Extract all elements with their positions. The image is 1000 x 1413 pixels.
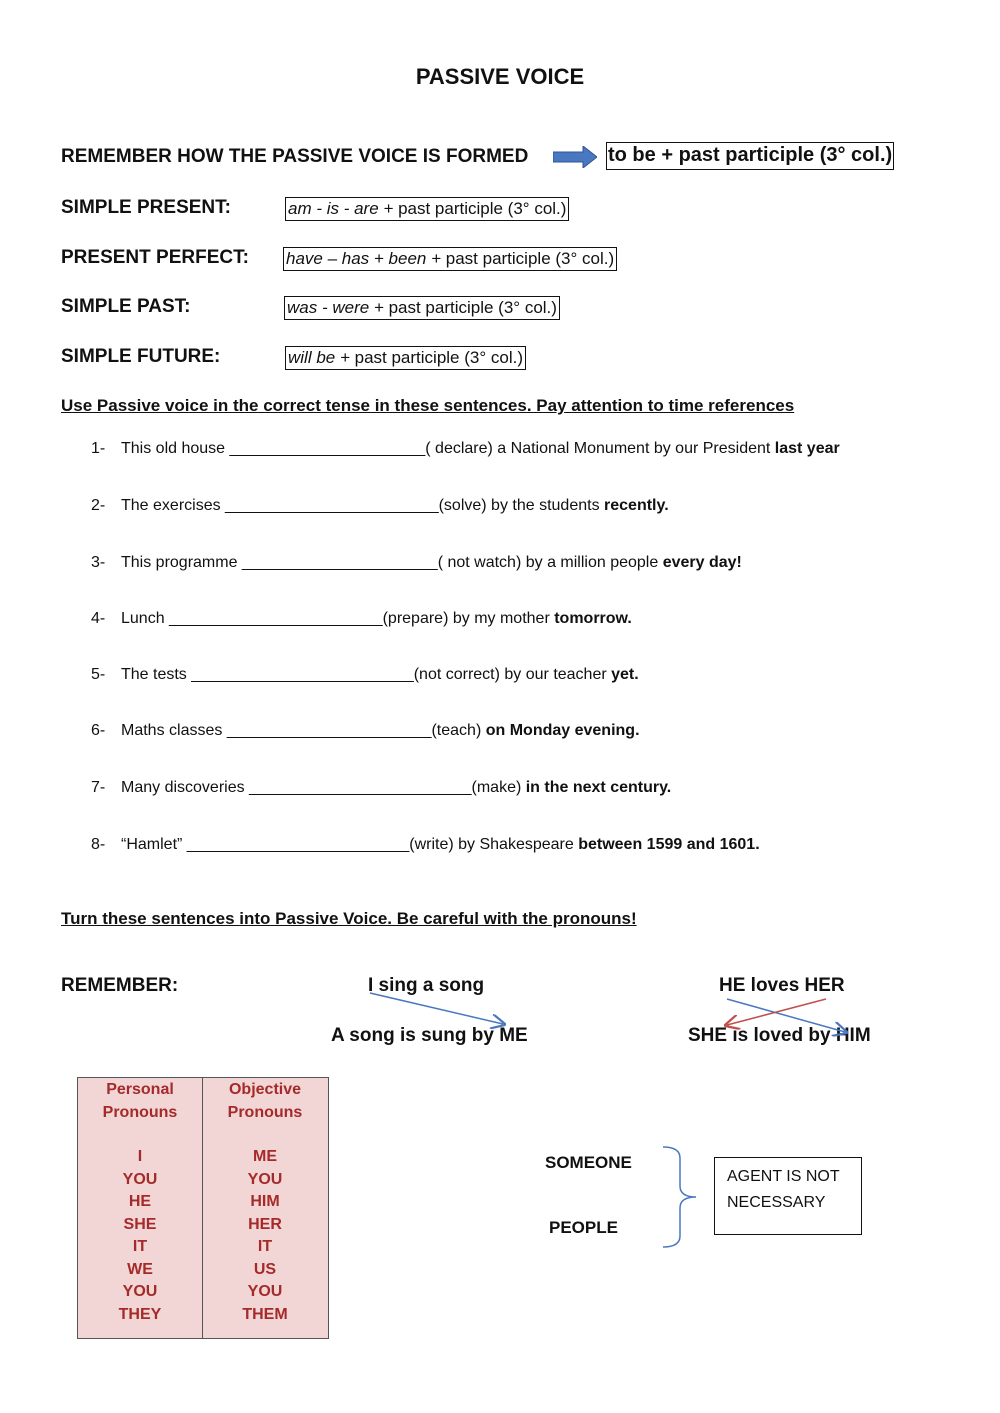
passive-formula-box: to be + past participle (3° col.) [606, 142, 894, 170]
pronoun-cell: IT [132, 1238, 148, 1255]
item-number: 1- [91, 440, 106, 457]
item-number: 7- [91, 779, 106, 796]
time-reference: on Monday evening. [485, 722, 640, 739]
item-text: This programme ______________________( not watch) by a million people [121, 554, 663, 571]
item-text: Many discoveries _________________________(make) [121, 779, 526, 796]
column-header: Objective [228, 1081, 302, 1098]
aux-text: am - is - are + [288, 199, 394, 218]
tense-label-present-perfect: PRESENT PERFECT: [61, 247, 249, 268]
item-text: The tests _________________________(not correct) by our teacher [121, 666, 612, 683]
pronoun-cell: HIM [250, 1193, 280, 1210]
item-text: Lunch ________________________(prepare) by my mother [121, 610, 555, 627]
active-example-1: I sing a song [368, 975, 485, 996]
column-header: Personal [106, 1081, 174, 1098]
exercise1-instruction: Use Passive voice in the correct tense in these sentences. Pay attention to time references [61, 396, 795, 415]
agent-note-box: AGENT IS NOT NECESSARY [714, 1157, 862, 1235]
aux-text: will be + [288, 348, 350, 367]
item-number: 4- [91, 610, 106, 627]
tense-label-simple-future: SIMPLE FUTURE: [61, 346, 221, 367]
time-reference: yet. [611, 666, 639, 683]
item-text: Maths classes _______________________(teach) [121, 722, 486, 739]
pronoun-table [77, 1077, 329, 1339]
aux-text: was - were + [287, 298, 384, 317]
time-reference: between 1599 and 1601. [578, 836, 760, 853]
exercise2-instruction: Turn these sentences into Passive Voice. Be careful with the pronouns! [61, 909, 637, 928]
active-example-2: HE loves HER [719, 975, 845, 996]
participle-text: past participle (3° col.) [349, 348, 523, 367]
item-number: 2- [91, 497, 106, 514]
pronoun-cell: WE [127, 1260, 153, 1278]
participle-text: past participle (3° col.) [393, 199, 567, 218]
example2-arrow-blue [727, 999, 845, 1032]
aux-text: have – has + been + [286, 249, 442, 268]
objective-pronouns-column [203, 1078, 327, 1326]
item-text: The exercises ________________________(solve) by the students [121, 497, 605, 514]
item-number: 5- [91, 666, 106, 683]
people-label: PEOPLE [549, 1218, 618, 1237]
pronoun-cell: HE [128, 1193, 152, 1210]
pronoun-cell: HER [248, 1215, 282, 1233]
agent-brace [663, 1147, 696, 1247]
remember-label: REMEMBER: [61, 975, 179, 996]
pronoun-cell: YOU [122, 1170, 158, 1188]
time-reference: tomorrow. [554, 610, 632, 627]
participle-text: past participle (3° col.) [441, 249, 615, 268]
time-reference: every day! [662, 554, 742, 571]
pronoun-cell: SHE [123, 1215, 157, 1233]
time-reference: last year [774, 440, 840, 457]
column-header: Pronouns [227, 1103, 303, 1121]
pronoun-cell: YOU [122, 1283, 158, 1300]
column-header: Pronouns [102, 1103, 178, 1121]
time-reference: recently. [604, 497, 669, 514]
example1-arrow [370, 993, 503, 1024]
someone-label: SOMEONE [545, 1153, 632, 1172]
page-title: PASSIVE VOICE [415, 64, 585, 89]
pronoun-cell: US [253, 1260, 277, 1278]
item-number: 6- [91, 722, 106, 739]
tense-label-simple-past: SIMPLE PAST: [61, 296, 191, 317]
pronoun-cell: ME [253, 1148, 277, 1165]
participle-text: past participle (3° col.) [383, 298, 557, 317]
pronoun-cell: YOU [247, 1170, 283, 1188]
passive-example-1: A song is sung by ME [331, 1025, 528, 1046]
item-text: “Hamlet” _________________________(write) by Shakespeare [121, 836, 579, 853]
pronoun-cell: THEM [242, 1305, 288, 1323]
pronoun-cell: IT [257, 1238, 273, 1255]
pronoun-cell: YOU [247, 1283, 283, 1300]
passive-example-2: SHE is loved by HIM [688, 1025, 871, 1046]
item-text: This old house ______________________( declare) a National Monument by our President [121, 440, 775, 457]
remember-formed-label: REMEMBER HOW THE PASSIVE VOICE IS FORMED [61, 146, 529, 167]
item-number: 8- [91, 836, 106, 853]
pronoun-cell: I [137, 1148, 143, 1165]
pronoun-cell: THEY [118, 1305, 162, 1323]
tense-label-simple-present: SIMPLE PRESENT: [61, 197, 231, 218]
time-reference: in the next century. [525, 779, 672, 796]
personal-pronouns-column [78, 1078, 203, 1339]
item-number: 3- [91, 554, 106, 571]
